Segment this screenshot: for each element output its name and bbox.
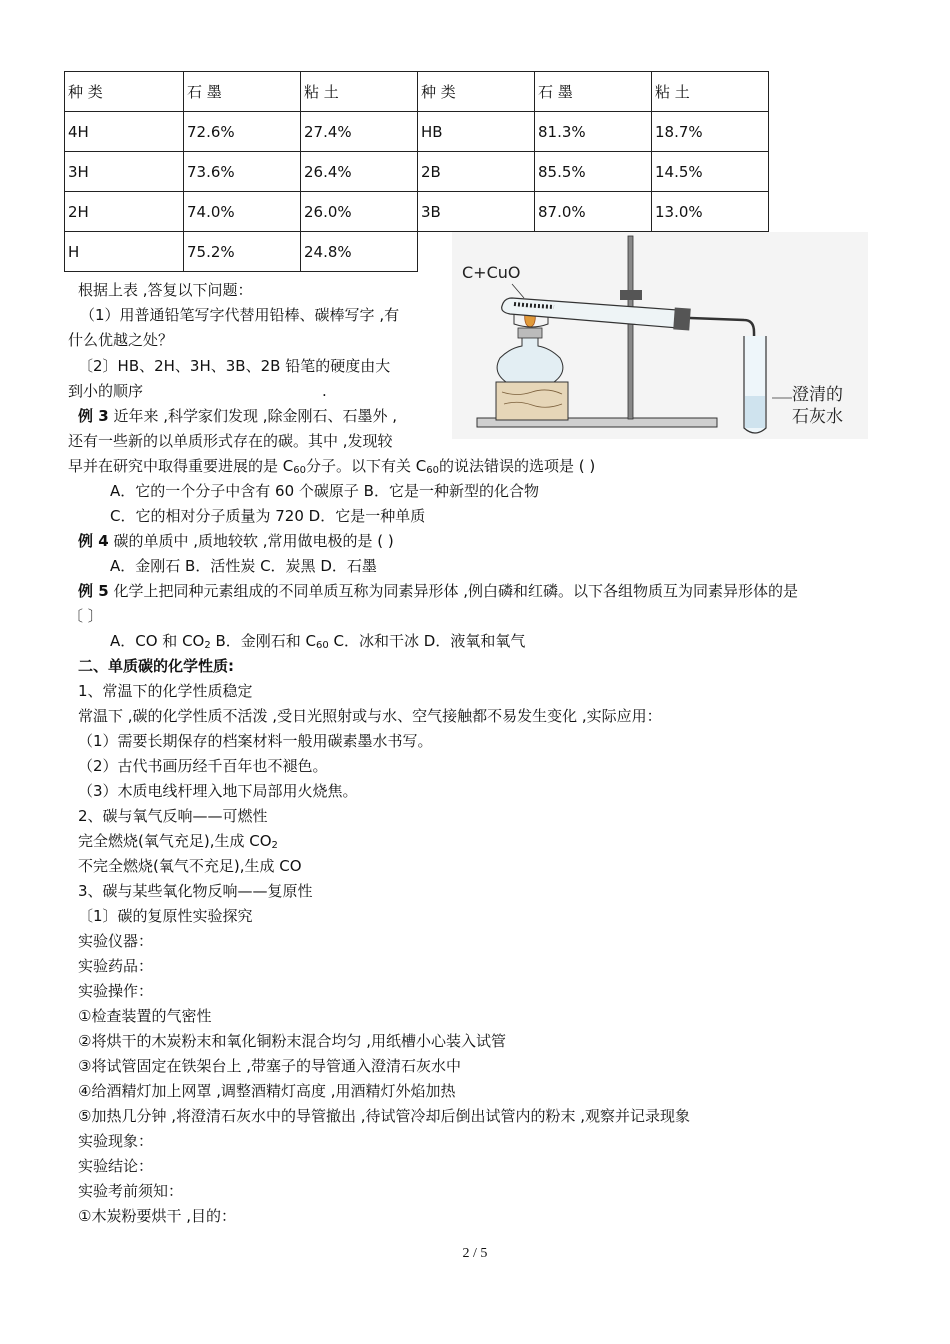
s2-incomplete: 不完全燃烧(氧气不充足),生成 CO: [78, 857, 302, 875]
table-cell: 3H: [65, 152, 184, 192]
op-3: ③将试管固定在铁架台上 ,带塞子的导管通入澄清石灰水中: [78, 1057, 461, 1075]
ex3-c3: 的说法错误的选项是 ( ): [438, 457, 596, 475]
s1-item-1: （1）需要长期保存的档案材料一般用碳素墨水书写。: [78, 732, 433, 750]
table-cell: 81.3%: [535, 112, 652, 152]
table-cell: 2H: [65, 192, 184, 232]
table-cell: 13.0%: [652, 192, 769, 232]
stopper: [673, 307, 690, 330]
table-row: [65, 112, 769, 152]
ex4-line: [78, 530, 394, 552]
ex3-c-sub2: 60: [426, 465, 439, 476]
q1-line-a: （1）用普通铅笔写字代替用铅棒、碳棒写字 ,有: [80, 306, 400, 324]
stand-rod: [628, 236, 633, 419]
ex3-text-a: 近年来 ,科学家们发现 ,除金刚石、石墨外 ,: [108, 407, 398, 425]
s2-complete-text: 完全燃烧(氧气充足),生成 CO: [78, 832, 272, 850]
table-cell: 18.7%: [652, 112, 769, 152]
table-cell: 72.6%: [184, 112, 301, 152]
ex3-options-cd: C．它的相对分子质量为 720 D．它是一种单质: [110, 507, 426, 525]
table-cell: 粘 土: [301, 72, 418, 112]
ex5-label: 例 5: [78, 582, 109, 600]
ex3-c-sub: 60: [293, 465, 306, 476]
apparatus-svg: [452, 232, 868, 439]
table-cell: H: [65, 232, 184, 272]
table-cell: 85.5%: [535, 152, 652, 192]
q2-line-a: 〔2〕HB、2H、3H、3B、2B 铅笔的硬度由大: [78, 357, 391, 375]
label-limewater-1: 澄清的: [792, 385, 843, 405]
section-2-title: 二、单质碳的化学性质:: [78, 657, 234, 675]
op-4: ④给酒精灯加上网罩 ,调整酒精灯高度 ,用酒精灯外焰加热: [78, 1082, 456, 1100]
table-cell: 26.4%: [301, 152, 418, 192]
table-cell: 75.2%: [184, 232, 301, 272]
exp-reagents: 实验药品：: [78, 957, 154, 975]
ex5-opt-a: A．CO 和 CO: [110, 632, 205, 650]
ex5-opt-cd: C．冰和干冰 D．液氧和氧气: [328, 632, 526, 650]
q-intro: 根据上表 ,答复以下问题：: [78, 281, 253, 299]
exp-operations: 实验操作：: [78, 982, 154, 1000]
table-cell: 24.8%: [301, 232, 418, 272]
table-row: [65, 192, 769, 232]
table-cell: 种 类: [65, 72, 184, 112]
ex3-line-a: [78, 405, 397, 427]
table-row: [65, 152, 769, 192]
ex5-options: [110, 630, 525, 657]
ex3-line-c: [68, 455, 595, 482]
table-cell: 石 墨: [535, 72, 652, 112]
table-cell: 27.4%: [301, 112, 418, 152]
table-cell: 74.0%: [184, 192, 301, 232]
table-row: [65, 72, 769, 112]
ex4-label: 例 4: [78, 532, 109, 550]
table-cell: 3B: [418, 192, 535, 232]
s1-item-2: （2）古代书画历经千百年也不褪色。: [78, 757, 328, 775]
ex5-line: [78, 580, 798, 602]
ex5-paren: 〔 〕: [68, 607, 103, 625]
label-reactants: C+CuO: [462, 263, 521, 282]
exp-notes: 实验考前须知：: [78, 1182, 184, 1200]
table-cell: 4H: [65, 112, 184, 152]
s1-item-3: （3）木质电线杆埋入地下局部用火烧焦。: [78, 782, 358, 800]
exp-phenomena: 实验现象：: [78, 1132, 154, 1150]
ex5-opt-b-sub: 60: [316, 640, 329, 651]
reduction-apparatus-figure: [452, 232, 868, 439]
table-cell: HB: [418, 112, 535, 152]
q2-dot: .: [322, 382, 327, 400]
clamp: [620, 290, 642, 300]
ex3-options-ab: A．它的一个分子中含有 60 个碳原子 B．它是一种新型的化合物: [110, 482, 539, 500]
ex3-c2: 分子。以下有关 C: [305, 457, 427, 475]
limewater: [745, 396, 765, 428]
ex4-options: A．金刚石 B．活性炭 C．炭黑 D．石墨: [110, 557, 377, 575]
note-1: ①木炭粉要烘干 ,目的：: [78, 1207, 236, 1225]
table-cell: 种 类: [418, 72, 535, 112]
s2-complete: [78, 830, 278, 857]
ex3-c1: 早并在研究中取得重要进展的是 C: [68, 457, 294, 475]
s3-title: 3、碳与某些氧化物反响——复原性: [78, 882, 313, 900]
ex3-label: 例 3: [78, 407, 109, 425]
q1-line-b: 什么优越之处？: [68, 331, 174, 349]
op-1: ①检查装置的气密性: [78, 1007, 212, 1025]
wooden-block: [496, 382, 568, 420]
op-2: ②将烘干的木炭粉末和氧化铜粉末混合均匀 ,用纸槽小心装入试管: [78, 1032, 506, 1050]
op-5: ⑤加热几分钟 ,将澄清石灰水中的导管撤出 ,待试管冷却后倒出试管内的粉末 ,观察并记录现象: [78, 1107, 691, 1125]
s1-title: 1、常温下的化学性质稳定: [78, 682, 253, 700]
table-cell: 73.6%: [184, 152, 301, 192]
s2-title: 2、碳与氧气反响——可燃性: [78, 807, 268, 825]
table-cell: 2B: [418, 152, 535, 192]
table-cell: 14.5%: [652, 152, 769, 192]
ex5-opt-a-sub: 2: [204, 640, 211, 651]
ex5-opt-b: B．金刚石和 C: [210, 632, 317, 650]
exp-conclusion: 实验结论：: [78, 1157, 154, 1175]
s1-body: 常温下 ,碳的化学性质不活泼 ,受日光照射或与水、空气接触都不易发生变化 ,实际应用：: [78, 707, 662, 725]
ex3-line-b: 还有一些新的以单质形式存在的碳。其中 ,发现较: [68, 432, 393, 450]
page-number: 2 / 5: [462, 1246, 488, 1261]
ex5-text: 化学上把同种元素组成的不同单质互称为同素异形体 ,例白磷和红磷。以下各组物质互为同素异形体的是: [108, 582, 798, 600]
table-cell: 87.0%: [535, 192, 652, 232]
s3-subtitle: 〔1〕碳的复原性实验探究: [78, 907, 253, 925]
label-limewater-2: 石灰水: [792, 407, 843, 427]
table-cell: 粘 土: [652, 72, 769, 112]
ex4-text: 碳的单质中 ,质地较软 ,常用做电极的是 ( ): [108, 532, 394, 550]
q2-line-b: 到小的顺序: [68, 382, 144, 400]
exp-instruments: 实验仪器：: [78, 932, 154, 950]
table-cell: 石 墨: [184, 72, 301, 112]
s2-complete-sub: 2: [271, 840, 278, 851]
table-cell: 26.0%: [301, 192, 418, 232]
